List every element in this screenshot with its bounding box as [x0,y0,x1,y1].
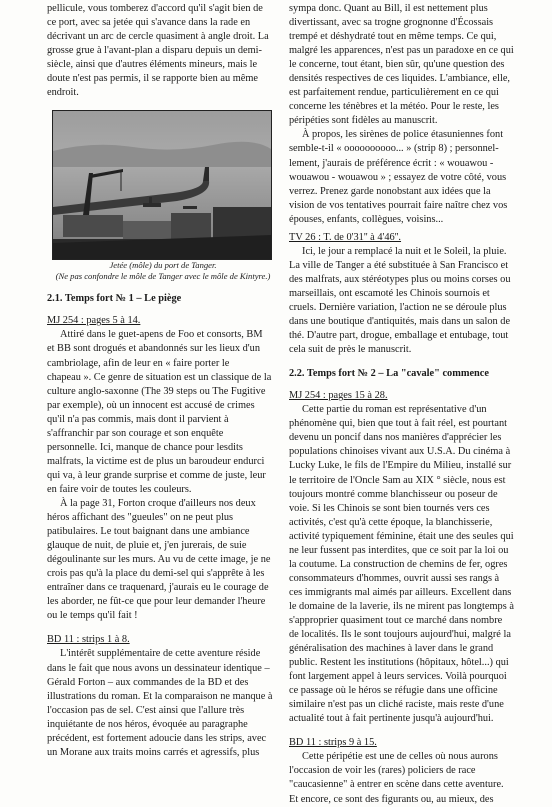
text-line: dans le fait que nous avons un dessinateur identique – [47,662,270,674]
text-line: L'intérêt supplémentaire de cette aventure réside [60,648,261,660]
text-line: vision de vos tentatives pourrait faire naître chez vos [289,199,508,211]
text-line: patibulaires. Le tout baignant dans une ambiance [47,526,250,538]
text-line: est parfaitement rendue, particulièrement en ce qui [289,87,499,99]
text-line: similaire n'est pas un cliché raciste, mais reste d'une [289,699,504,711]
text-line: ce port, avec sa jetée qui s'avance dans la rade en [47,17,251,29]
text-line: siècle, ainsi que d'autres éléments mineurs, mais le [47,59,258,71]
text-line: l'occasion de voir les (rares) policiers de race [289,765,476,777]
text-line: généralisation des machines à laver dans le grand [289,643,494,655]
figure-caption-line2: (Ne pas confondre le môle de Tanger avec le môle de Kintyre.) [55,271,271,282]
text-line: activité typiquement féminine, était une des seules qui [289,530,514,542]
text-line: Lucky Luke, le fils de l'Empire du Milieu, installé sur [289,460,512,472]
reference-tv26: TV 26 : T. de 0'31'' à 4'46''. [289,231,402,243]
text-line: illustrations du roman. Et la comparaison ne manque à [47,690,273,702]
paragraph-page-31 [47,497,279,623]
text-line: héros affichant des "gueules" on ne peut plus [47,512,234,524]
text-line: Cette péripétie est une de celles où nous aurons [302,751,498,763]
text-line: des malfrats, aux stéréotypes plus ou moins corses ou [289,273,511,285]
text-line: le domaine de la laverie, ils ne mirent pas longtemps à [289,600,514,612]
text-line: devenu un poncif dans nos manières d'apprécier les [289,432,502,444]
text-line: glauque de nuit, de pluie et, j'en jurerais, de suie [47,540,247,552]
text-line: chapeau ». Ce genre de situation est un classique de la [47,371,272,383]
text-line: s'approprier quasiment tout ce marché dans nombre [289,614,503,626]
figure-tangier-jetty [47,110,279,282]
text-line: endroit. [47,87,79,99]
text-line: la coutume. La construction de chemins de fer, ogres [289,558,508,570]
paragraph-police-sirens [289,128,519,226]
text-line: activités, c'est qu'à cette époque, la blanchisserie, [289,516,493,528]
paragraph-guet-apens [47,328,279,497]
text-line: toujours montré comme blanchisseur ou poseur de [289,488,498,500]
text-line: pellicule, vous tomberez d'accord qu'il s'agit bien de [47,3,263,14]
text-line: en faire voir de toutes les couleurs. [47,483,192,495]
text-line: divertissant, avec sa trogne grognonne d'Écossais [289,17,494,29]
text-line: populations chinoises vivant aux U.S.A. Du cinéma à [289,446,511,458]
text-line: crois pas qu'à la place du demi-sel qui s'apprête à les [47,568,265,580]
text-line: malgré les apparences, n'est pas un paradoxe en ce qui [289,45,514,57]
section-heading-temps-fort-1: 2.1. Temps fort № 1 – Le piège [47,293,182,305]
text-line: trempé et déshydraté tout en même temps. Ce qui, [289,31,497,43]
text-line: épouses, enfants, collègues, voisins... [289,213,444,225]
text-line: cambriolage, afin de leur en « faire porter le [47,357,230,369]
text-line: À la page 31, Forton croque d'ailleurs nos deux [60,497,256,509]
text-line: public. Restent les institutions (hôpitaux, hôtel...) qui [289,657,509,669]
text-line: cruels. Dernière variation, l'action ne se déroule plus [289,301,507,313]
text-line: actualité tout à fait pertinente jusqu'à aujourd'hui. [289,713,494,725]
text-line: dégoulinante sur les murs. Au vu de cette image, je ne [47,554,271,566]
text-line: ce passage où le héros se réfugie dans une officine [289,685,498,697]
reference-bd11-left: BD 11 : strips 1 à 8. [47,634,130,646]
text-line: densités respectives de ces liquides. L'ambiance, elle, [289,73,511,85]
text-line: "caucasienne" à entrer en scène dans cette aventure. [289,779,504,791]
text-line: semble-t-il « oooooooooo... » (strip 8) ; personnel- [289,143,499,155]
text-line: les aborder, ne fût-ce que pour leur demander l'heure [47,596,266,608]
text-line: phénomène qui, bien que tout à fait réel, est pourtant [289,418,508,430]
text-line: cela suit de près le manuscrit. [289,344,412,356]
text-line: inquiétante de nos héros, évoquée au paragraphe [47,718,248,730]
text-line: lement, j'aurais de préférence écrit : « wouawou - [289,157,494,169]
paragraph-chinese-laundries [289,403,519,726]
text-line: grosse grue à l'avant-plan a disparu depuis un demi- [47,45,262,57]
text-line: ces immigrants mal aimés par ailleurs. Excellent dans [289,586,512,598]
text-line: péripéties sont fidèles au manuscrit. [289,115,438,127]
intro-paragraph-left [47,2,279,100]
text-line: le concerne, tout étant, bien sûr, qu'une question des [289,59,505,71]
text-line: entraîner dans ce traquenard, j'aurais eu le courage de [47,582,269,594]
figure-caption-line1: Jetée (môle) du port de Tanger. [109,260,217,271]
text-line: consommateurs d'hommes, ouvrit aussi ses rangs à [289,572,500,584]
intro-paragraph-right [289,2,519,128]
text-line: Attiré dans le guet-apens de Foo et consorts, BM [60,329,263,341]
text-line: et BB sont drogués et abandonnés sur les lieux d'un [47,343,261,355]
paragraph-bd11-right [289,750,519,806]
text-line: sympa donc. Quant au Bill, il est nettement plus [289,3,488,14]
reference-bd11-right: BD 11 : strips 9 à 15. [289,737,377,749]
text-line: wouawou - wouawou » ; essayez de votre côté, vous [289,171,507,183]
text-line: précédent, est fortement adoucie dans les strips, avec [47,732,267,744]
harbor-photo [52,110,272,260]
harbor-photo-image [53,111,271,259]
text-line: marseillais, ont escamoté les Chinois sournois et [289,287,490,299]
right-column [289,2,519,807]
text-line: Et encore, ce sont des figurants ou, au mieux, des [289,793,494,805]
text-line: font largement appel à leurs services. Voilà pourquoi [289,671,507,683]
text-line: Cette partie du roman est représentative d'un [302,404,487,416]
text-line: dans une boutique d'antiquités, mais dans un salon de [289,316,511,328]
text-line: un Morane aux traits moins carrés et agressifs, plus [47,746,260,758]
text-line: s'affranchir par son courage et son enquête [47,427,224,439]
text-line: culture anglo-saxonne (The 39 steps ou The Fugitive [47,385,266,397]
text-line: malfrats, la victime est de plus un baroudeur endurci [47,455,265,467]
text-line: doute n'est pas permis, il se rapporte bien au même [47,73,258,85]
reference-mj254-right: MJ 254 : pages 15 à 28. [289,390,388,402]
text-line: La ville de Tanger a été substituée à San Francisco et [289,259,509,271]
text-line: l'occasion pas de sel. C'est ainsi que l'allure très [47,704,245,716]
text-line: ou le temps qu'il fait ! [47,610,138,622]
text-line: par exemple), où un innocent est accusé de crimes [47,399,255,411]
text-line: décrivant un arc de cercle quasiment à angle droit. La [47,31,269,43]
text-line: verrez. Prenez garde nonobstant aux idées que la [289,185,491,197]
text-line: qui va, à leur grande surprise et comme de juste, leur [47,469,266,481]
text-line: Ici, le jour a remplacé la nuit et le Soleil, la pluie. [302,245,507,257]
text-line: thé. D'autre part, drogue, emballage et entubage, tout [289,330,509,342]
text-line: le territoire de l'Oncle Sam au XIX ° siècle, nous est [289,474,506,486]
text-line: À propos, les sirènes de police étasuniennes font [302,129,504,141]
paragraph-tv26 [289,245,519,357]
paragraph-bd11-left [47,647,279,759]
section-heading-temps-fort-2: 2.2. Temps fort № 2 – La "cavale" commence [289,368,489,380]
left-column [47,2,279,760]
text-line: qu'il n'a pas commis, mais dont il parvient à [47,413,229,425]
text-line: ne leur fussent pas interdites, que ce soit par la loi ou [289,544,509,556]
reference-mj254-left: MJ 254 : pages 5 à 14. [47,315,141,327]
text-line: personnelle. Ici, manque de chance pour lesdits [47,441,243,453]
text-line: Gérald Forton – aux commandes de la BD et des [47,676,249,688]
text-line: concerne les ténèbres et la météo. Pour le reste, les [289,101,499,113]
text-line: voie. Si les Chinois se sont bien tournés vers ces [289,502,490,514]
text-line: de localités. Ils le sont toujours aujourd'hui, malgré la [289,629,511,641]
